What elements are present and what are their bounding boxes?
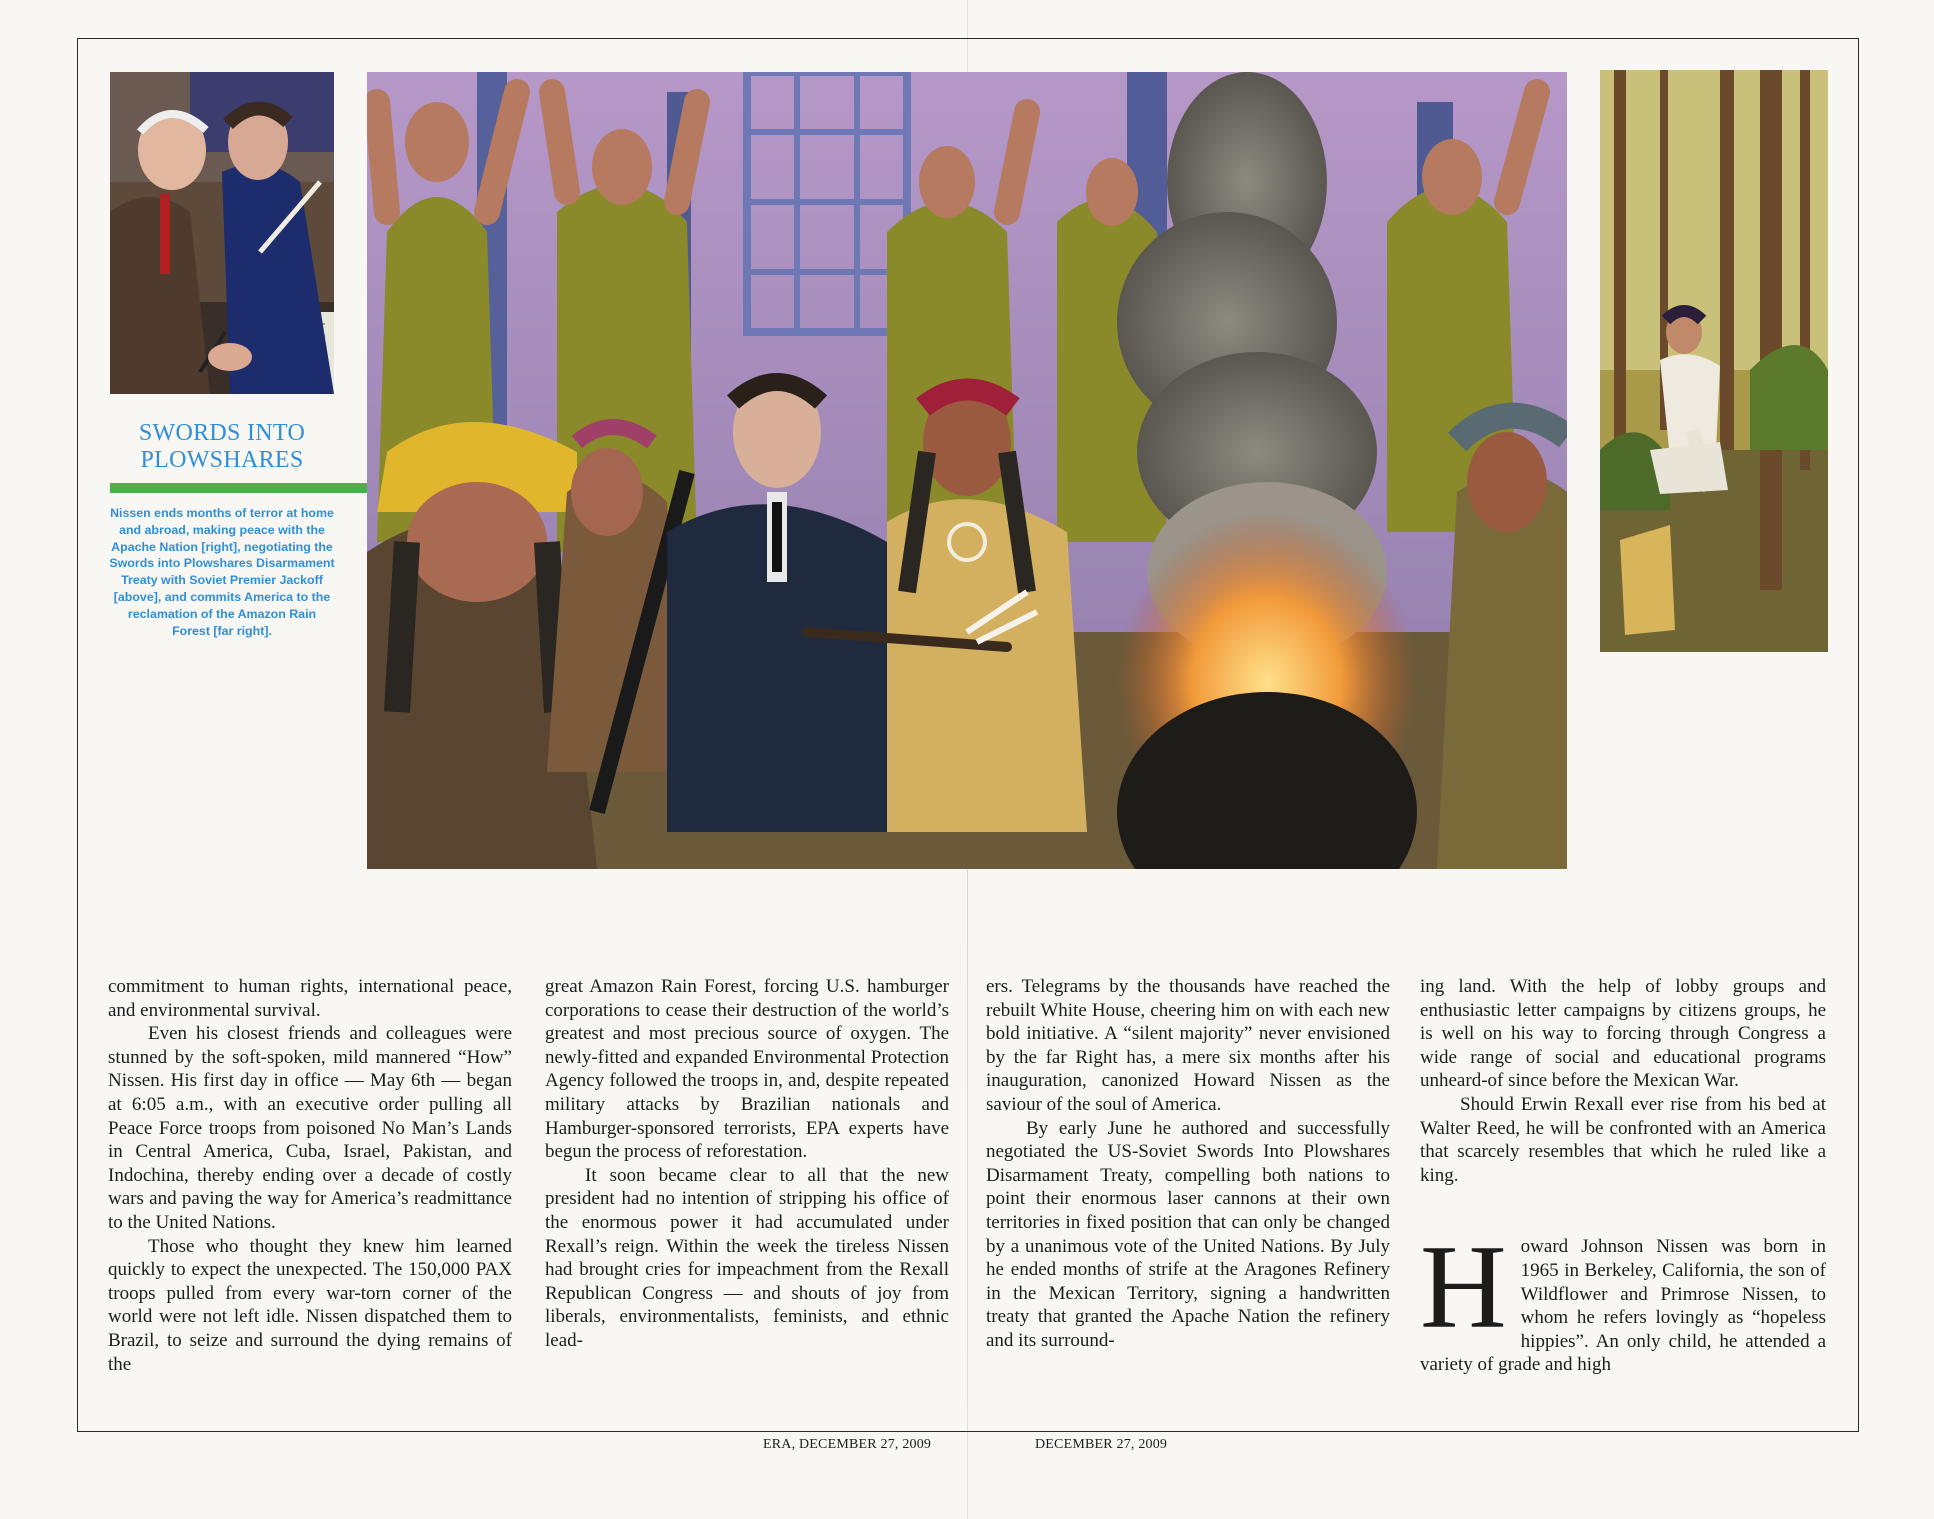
rain-forest-illustration xyxy=(1600,70,1828,652)
col3-paragraph-2: By early June he authored and successfully negotiated the US-Soviet Swords Into Plowshares Disarmament Treaty, compelling both nations to point their enormous laser cannons at their own territories in fixed position that can only be changed by a unanimous vote of the United Nations. By July he ended months of strife at the Aragones Refinery in the Mexican Territory, signing a handwritten treaty that granted the Apache Nation the refinery and its surround- xyxy=(986,1117,1390,1351)
col1-paragraph-2: Even his closest friends and colleagues were stunned by the soft-spoken, mild mannered “How” Nissen. His first day in office — May 6th — began at 6:05 a.m., with an executive order pulling all Peace Force troops from poisoned No Man’s Lands in Central America, Cuba, Israel, Pakistan, and Indochina, thereby ending over a decade of costly wars and paving the way for America’s readmittance to the United Nations. xyxy=(108,1023,512,1233)
green-divider xyxy=(110,483,368,493)
article-column-4 xyxy=(1420,975,1826,1377)
col2-paragraph-2: It soon became clear to all that the new president had no intention of stripping his office of the enormous power it had accumulated under Rexall’s reign. Within the week the tireless Nissen had brought cries for impeachment from the Rexall Republican Congress — and shouts of joy from liberals, environmentalists, feminists, and ethnic lead- xyxy=(545,1164,949,1351)
col3-paragraph-1: ers. Telegrams by the thousands have reached the rebuilt White House, cheering him on with each new bold initiative. A “silent majority” never envisioned by the far Right has, a mere six months after his inauguration, canonized Howard Nissen as the saviour of the soul of America. xyxy=(986,976,1390,1115)
drop-cap: H xyxy=(1420,1220,1507,1354)
col4-paragraph-2: Should Erwin Rexall ever rise from his bed at Walter Reed, he will be confronted with an America that scarcely resembles that which he ruled like a king. xyxy=(1420,1093,1826,1186)
headline-line-1: SWORDS INTO xyxy=(138,420,306,446)
peace-pipe-ceremony-illustration xyxy=(367,72,1567,869)
sidebar-caption: Nissen ends months of terror at home and abroad, making peace with the Apache Nation [right], negotiating the Swords into Plowshares Disarmament Treaty with Soviet Premier Jackoff [above], and commits America to the reclamation of the Amazon Rain Forest [far right]. xyxy=(109,506,335,638)
headline-line-2: PLOWSHARES xyxy=(140,447,304,473)
col4-paragraph-1: ing land. With the help of lobby groups and enthusiastic letter campaigns by citizens groups, he is well on his way to forcing through Congress a wide range of social and educational programs unheard-of since before the Mexican War. xyxy=(1420,976,1826,1092)
article-column-3 xyxy=(986,975,1390,1353)
treaty-signing-illustration xyxy=(110,72,334,394)
col2-paragraph-1: great Amazon Rain Forest, forcing U.S. hamburger corporations to cease their destruction of the world’s greatest and most precious source of oxygen. The newly-fitted and expanded Environmental Protection Agency followed the troops in, and, despite repeated military attacks by Brazilian nationals and Hamburger-sponsored terrorists, EPA experts have begun the process of reforestation. xyxy=(545,976,949,1163)
biography-section xyxy=(1420,1220,1826,1377)
col1-paragraph-1: commitment to human rights, international peace, and environmental survival. xyxy=(108,976,512,1021)
footer-date-left: ERA, DECEMBER 27, 2009 xyxy=(763,1437,932,1452)
article-column-1 xyxy=(108,975,512,1376)
col1-paragraph-3: Those who thought they knew him learned quickly to expect the unexpected. The 150,000 PAX troops pulled from every war-torn corner of the world were not left idle. Nissen dispatched them to Brazil, to seize and surround the dying remains of the xyxy=(108,1235,512,1375)
footer-date-right: DECEMBER 27, 2009 xyxy=(1035,1437,1168,1452)
article-column-2 xyxy=(545,975,949,1353)
sidebar-headline xyxy=(110,420,334,474)
col4-paragraph-3: oward Johnson Nissen was born in 1965 in Berkeley, California, the son of Wildflower and Primrose Nissen, to whom he refers lovingly as “hopeless hippies”. An only child, he attended a variety of grade and high xyxy=(1420,1236,1826,1376)
